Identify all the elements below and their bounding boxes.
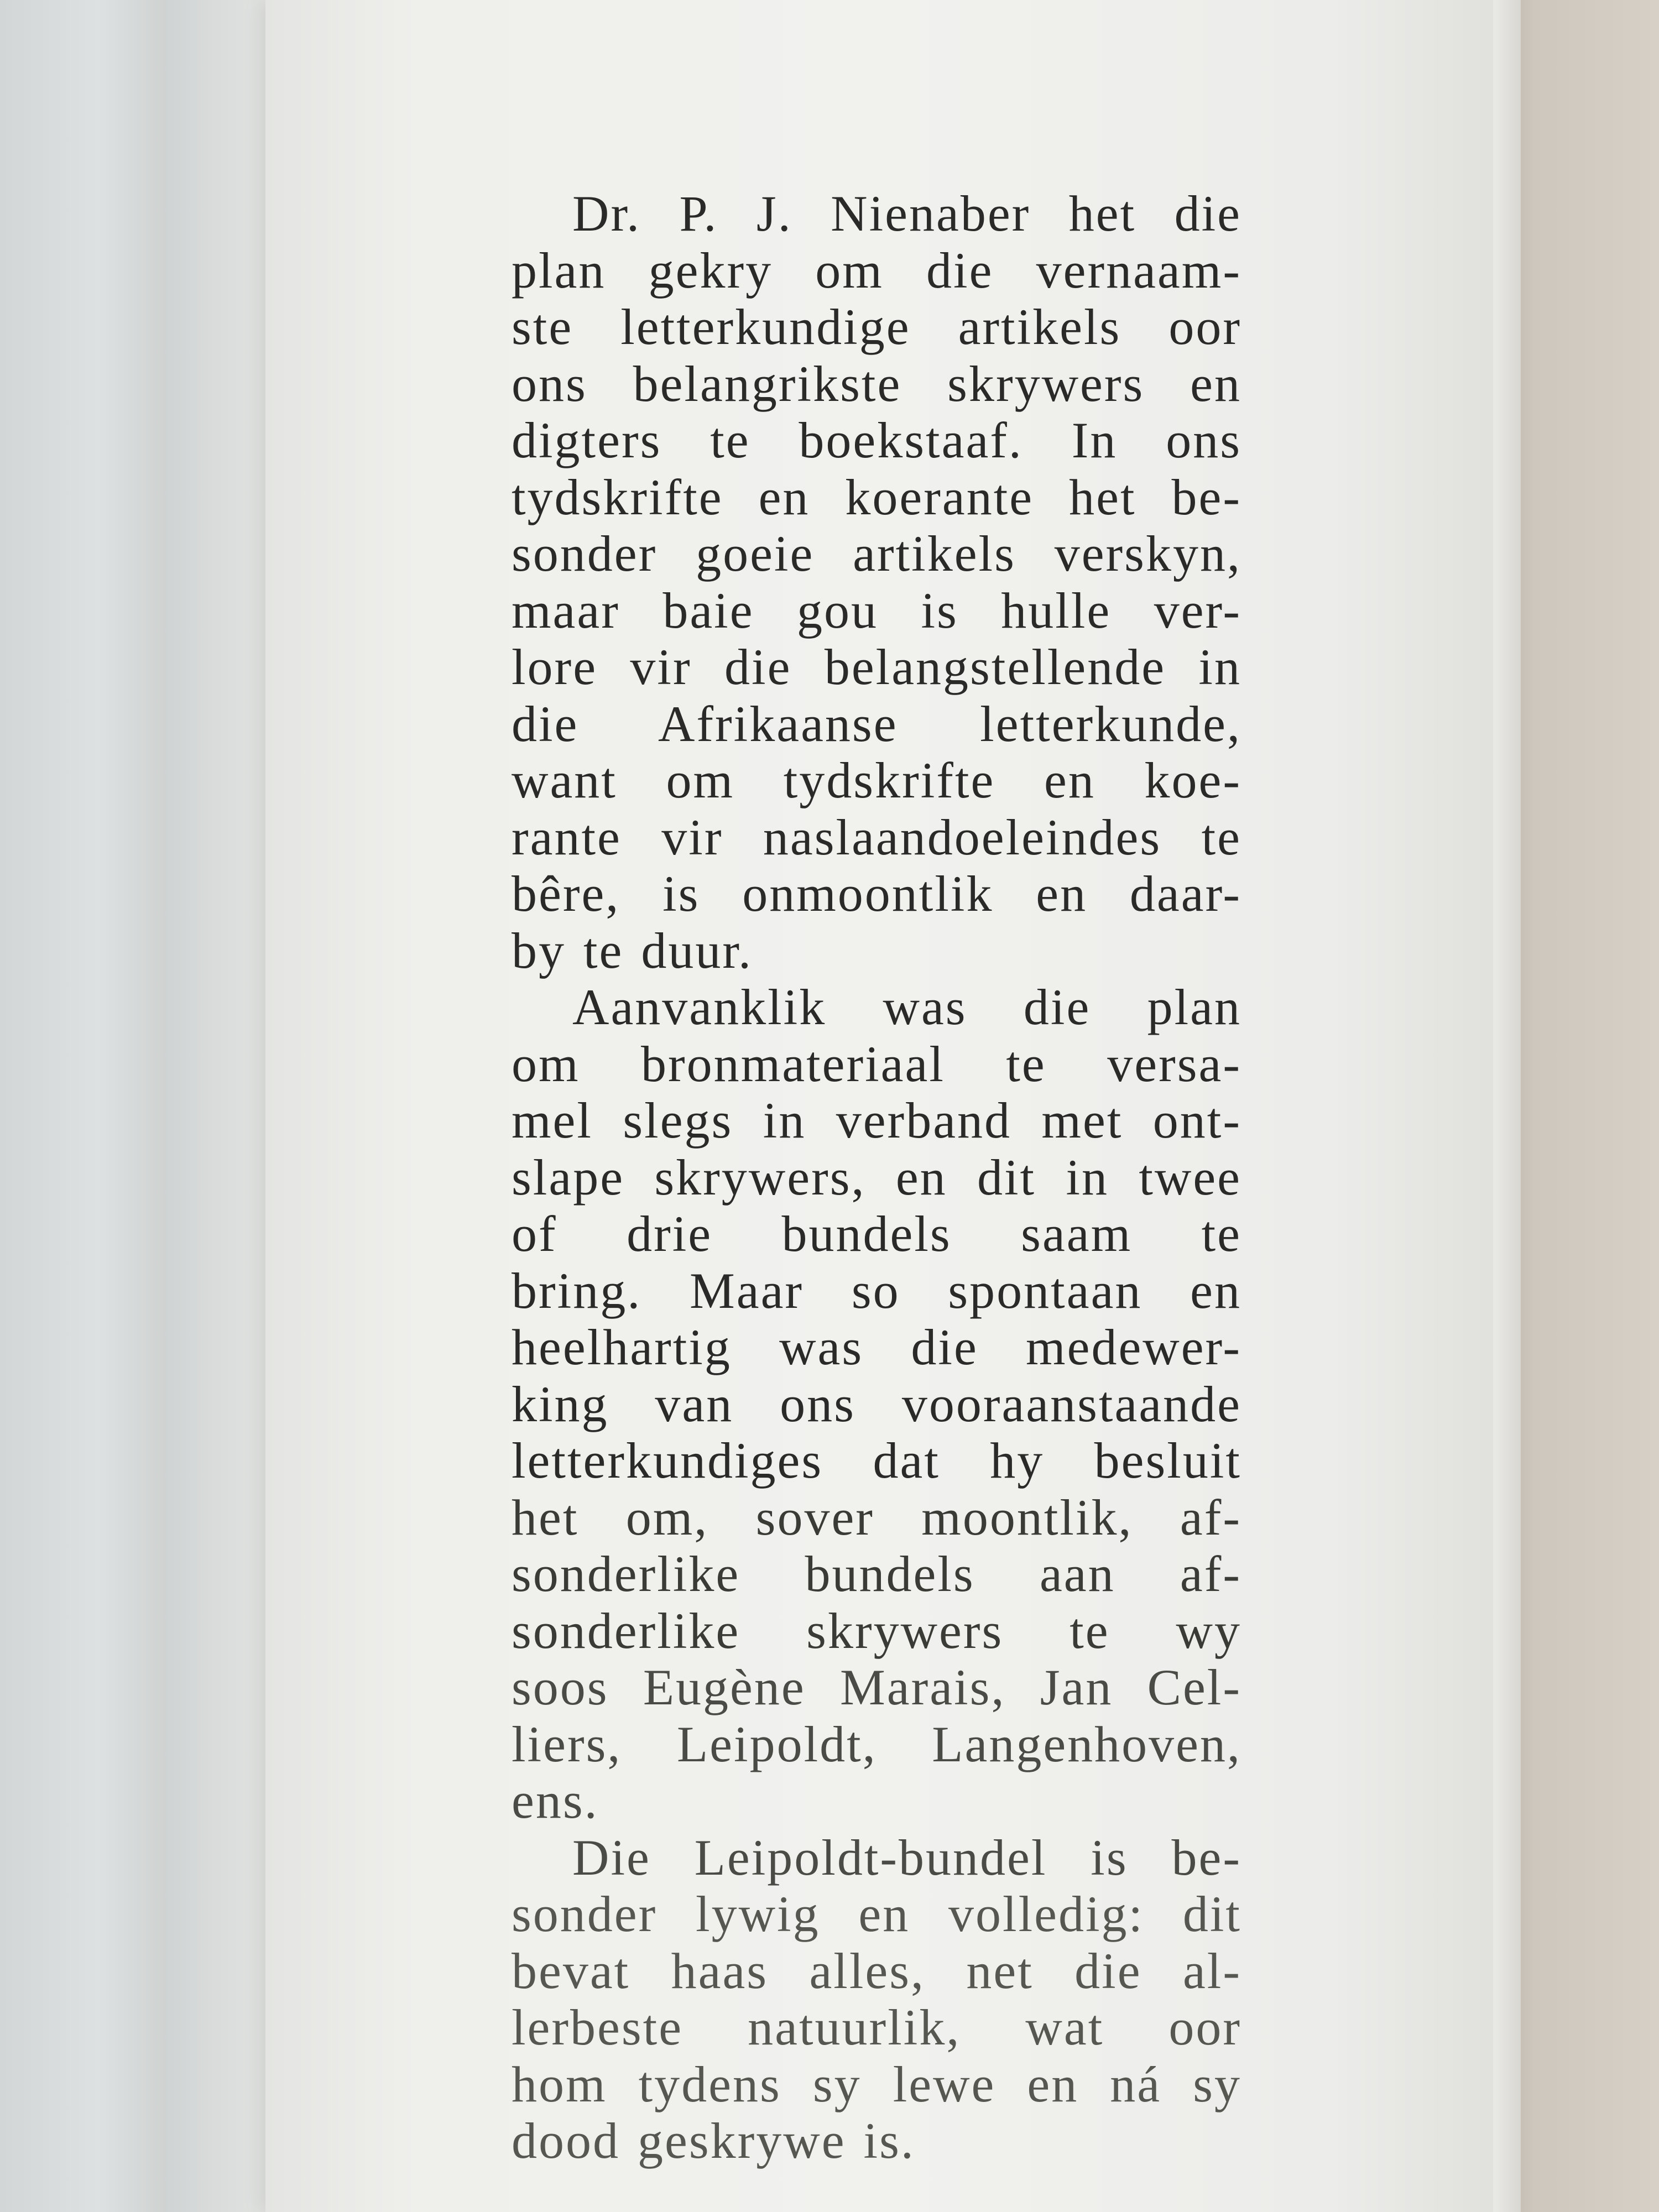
- text-line: ons belangrikste skrywers en: [512, 355, 1241, 412]
- text-line: of drie bundels saam te: [512, 1206, 1241, 1262]
- text-line: het om, sover moontlik, af-: [512, 1489, 1241, 1546]
- text-line: hom tydens sy lewe en ná sy: [512, 2056, 1241, 2112]
- text-line: dood geskrywe is.: [512, 2112, 915, 2169]
- text-line: by te duur.: [512, 922, 753, 979]
- paragraph-1: [451, 185, 1241, 979]
- page-edge: [1493, 0, 1521, 2212]
- text-line: king van ons vooraanstaande: [512, 1375, 1241, 1432]
- text-line: heelhartig was die medewer-: [512, 1319, 1241, 1375]
- paragraph-2: [451, 979, 1241, 1829]
- text-line: ens.: [512, 1772, 599, 1829]
- text-column: [451, 185, 1241, 2169]
- text-line: tydskrifte en koerante het be-: [512, 468, 1241, 525]
- text-line: Dr. P. J. Nienaber het die: [572, 185, 1241, 242]
- text-line: bevat haas alles, net die al-: [512, 1942, 1241, 1999]
- text-line: letterkundiges dat hy besluit: [512, 1432, 1241, 1489]
- text-line: digters te boekstaaf. In ons: [512, 412, 1241, 468]
- text-line: die Afrikaanse letterkunde,: [512, 695, 1241, 752]
- text-line: sonder lywig en volledig: dit: [512, 1886, 1241, 1942]
- text-line: mel slegs in verband met ont-: [512, 1092, 1241, 1149]
- paragraph-3: [451, 1829, 1241, 2169]
- text-line: sonder goeie artikels verskyn,: [512, 525, 1241, 582]
- text-line: ste letterkundige artikels oor: [512, 299, 1241, 355]
- text-line: lerbeste natuurlik, wat oor: [512, 1999, 1241, 2056]
- text-line: sonderlike bundels aan af-: [512, 1546, 1241, 1602]
- text-line: want om tydskrifte en koe-: [512, 752, 1241, 808]
- text-line: Die Leipoldt-bundel is be-: [572, 1829, 1241, 1886]
- text-line: lore vir die belangstellende in: [512, 639, 1241, 695]
- text-line: sonderlike skrywers te wy: [512, 1602, 1241, 1659]
- text-line: maar baie gou is hulle ver-: [512, 582, 1241, 639]
- text-line: slape skrywers, en dit in twee: [512, 1149, 1241, 1206]
- text-line: liers, Leipoldt, Langenhoven,: [512, 1715, 1241, 1772]
- text-line: soos Eugène Marais, Jan Cel-: [512, 1659, 1241, 1715]
- text-line: Aanvanklik was die plan: [572, 979, 1241, 1035]
- text-line: rante vir naslaandoeleindes te: [512, 808, 1241, 865]
- background-left: [0, 0, 166, 2212]
- text-line: plan gekry om die vernaam-: [512, 242, 1241, 299]
- text-line: bêre, is onmoontlik en daar-: [512, 865, 1241, 922]
- text-line: om bronmateriaal te versa-: [512, 1035, 1241, 1092]
- page-shadow: [166, 0, 276, 2212]
- text-line: bring. Maar so spontaan en: [512, 1262, 1241, 1319]
